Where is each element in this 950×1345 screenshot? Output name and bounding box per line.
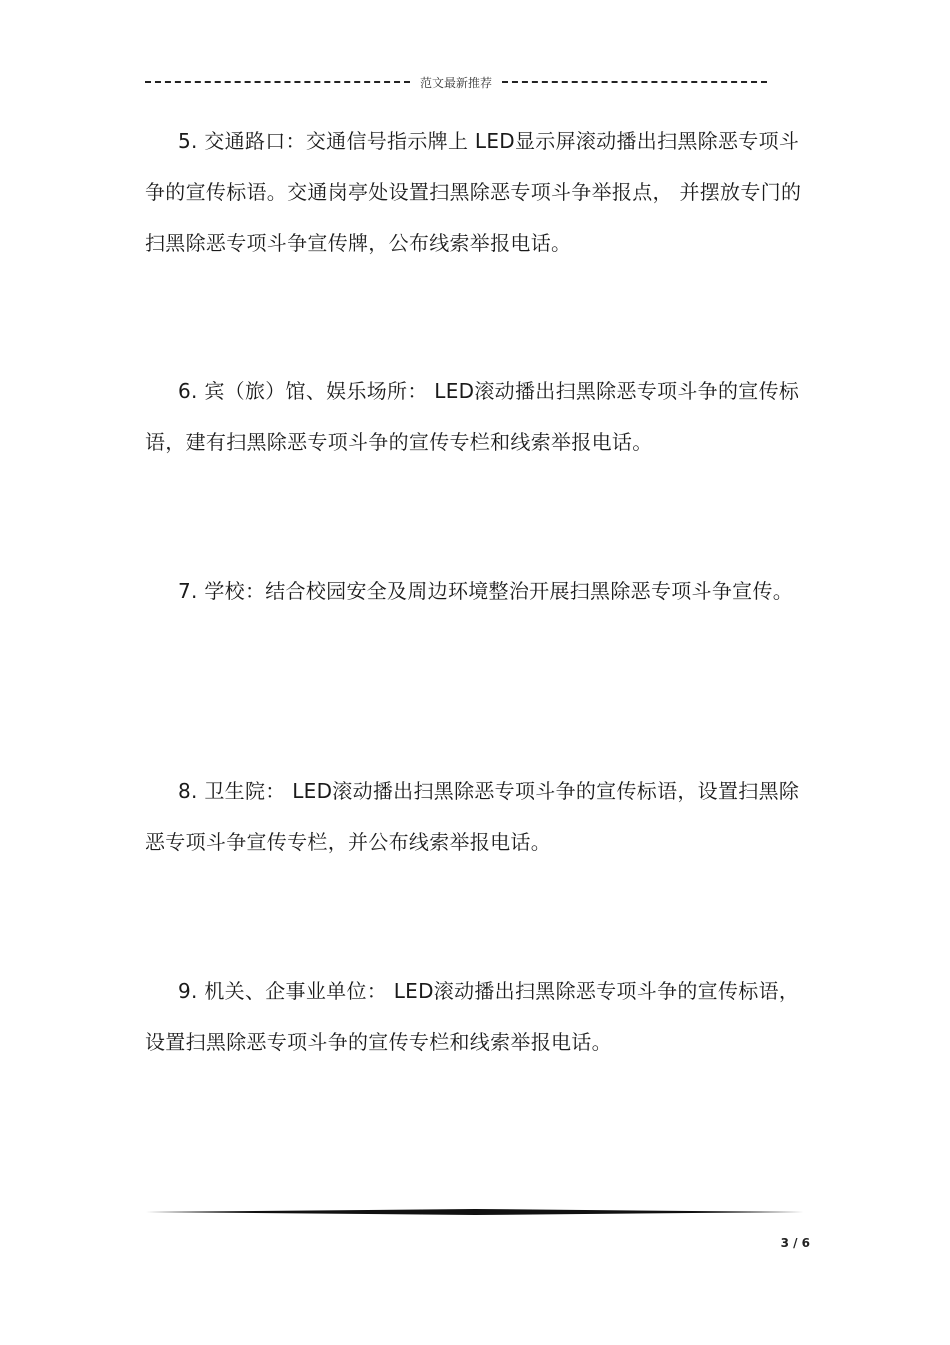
paragraph-item-7: 7. 学校：结合校园安全及周边环境整治开展扫黑除恶专项斗争宣传。 — [178, 579, 794, 603]
page-number: 3 / 6 — [780, 1236, 810, 1250]
footer-rule — [146, 1209, 804, 1215]
paragraph-item-9: 9. 机关、企事业单位： LED滚动播出扫黑除恶专项斗争的宣传标语，设置扫黑除恶专项斗争的宣传专栏和线索举报电话。 — [145, 979, 800, 1054]
paragraph-item-6: 6. 宾（旅）馆、娱乐场所： LED滚动播出扫黑除恶专项斗争的宣传标语，建有扫黑除恶专项斗争的宣传专栏和线索举报电话。 — [145, 379, 800, 454]
header-dash-left — [145, 81, 410, 83]
paragraph-item-5: 5. 交通路口：交通信号指示牌上 LED显示屏滚动播出扫黑除恶专项斗争的宣传标语。交通岗亭处设置扫黑除恶专项斗争举报点， 并摆放专门的扫黑除恶专项斗争宣传牌，公布线索举报电话。 — [145, 129, 802, 255]
paragraph-item-8: 8. 卫生院： LED滚动播出扫黑除恶专项斗争的宣传标语，设置扫黑除恶专项斗争宣传专栏，并公布线索举报电话。 — [145, 779, 800, 854]
page-header — [145, 72, 767, 92]
header-dash-right — [502, 81, 767, 83]
header-title: 范文最新推荐 — [420, 75, 493, 90]
